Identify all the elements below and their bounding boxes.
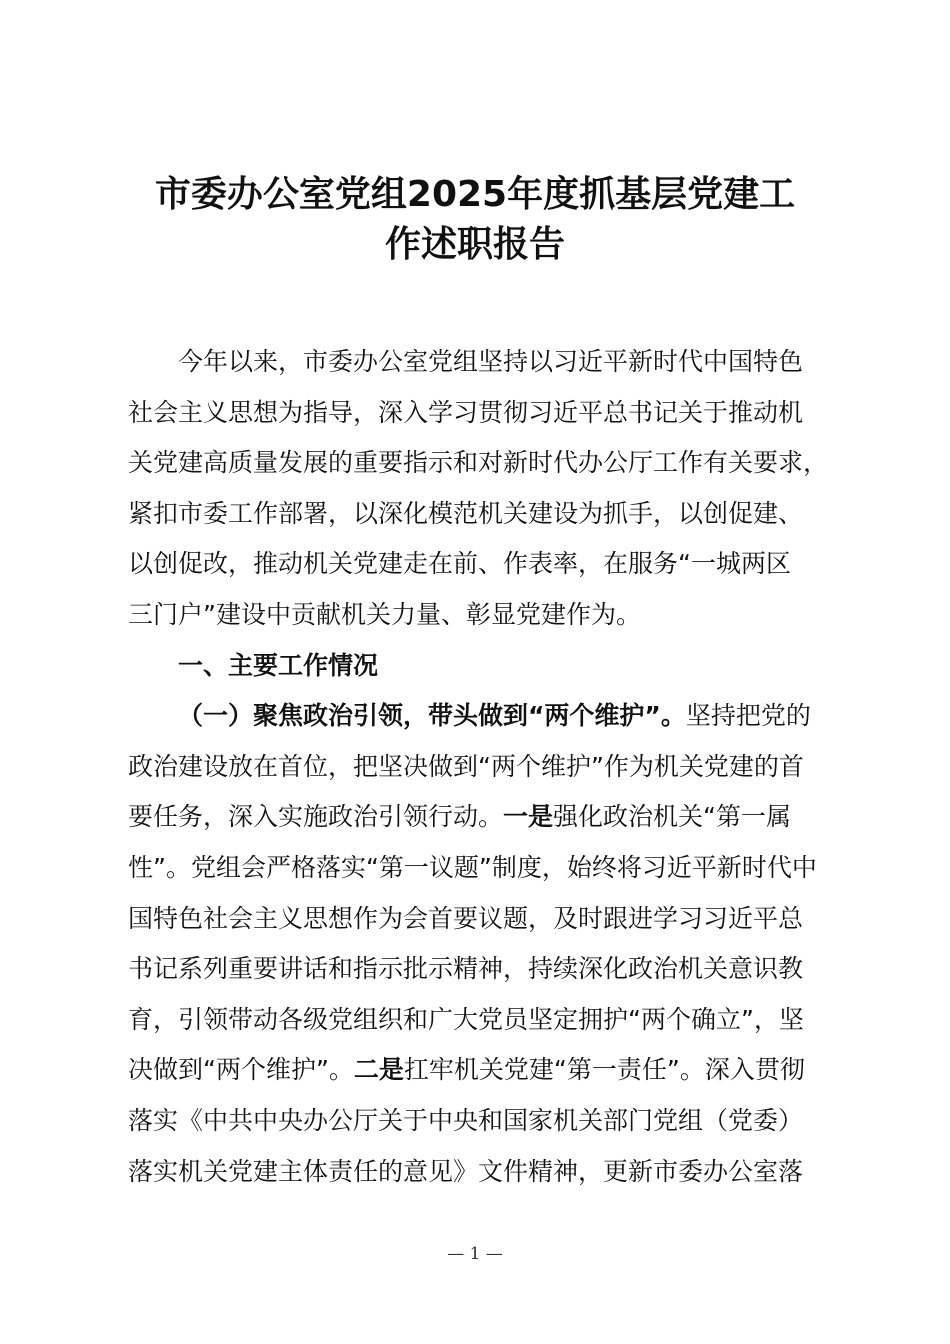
document-title bbox=[100, 170, 850, 270]
subsection-line bbox=[128, 691, 828, 742]
page-number: — 1 — bbox=[447, 1244, 503, 1264]
emphasis-label: 一是 bbox=[503, 802, 554, 832]
body-line: 落实《中共中央办公厅关于中央和国家机关部门党组（党委） bbox=[128, 1105, 804, 1135]
intro-line: 三门户”建设中贡献机关力量、彰显党建作为。 bbox=[128, 599, 641, 629]
title-line-2: 作述职报告 bbox=[384, 224, 565, 265]
intro-line: 社会主义思想为指导，深入学习贯彻习近平总书记关于推动机 bbox=[128, 397, 804, 427]
body-text-fragment: 坚持把党的 bbox=[685, 701, 811, 731]
body-text-fragment: 扛牢机关党建“第一责任”。深入贯彻 bbox=[403, 1055, 805, 1085]
body-text-fragment: 要任务，深入实施政治引领行动。 bbox=[128, 802, 504, 832]
intro-line: 以创促改，推动机关党建走在前、作表率，在服务“一城两区 bbox=[128, 549, 791, 579]
body-line bbox=[128, 792, 828, 843]
body-line bbox=[128, 1045, 828, 1096]
body-line: 政治建设放在首位，把坚决做到“两个维护”作为机关党建的首 bbox=[128, 751, 804, 781]
body-line: 育，引领带动各级党组织和广大党员坚定拥护“两个确立”，坚 bbox=[128, 1004, 804, 1034]
emphasis-label: 二是 bbox=[353, 1055, 404, 1085]
subsection-heading: （一）聚焦政治引领，带头做到“两个维护”。 bbox=[178, 701, 686, 731]
body-line: 国特色社会主义思想作为会首要议题，及时跟进学习习近平总 bbox=[128, 903, 804, 933]
body-text-fragment: 决做到“两个维护”。 bbox=[128, 1055, 354, 1085]
section-heading: 一、主要工作情况 bbox=[178, 650, 379, 680]
title-line-1: 市委办公室党组2025年度抓基层党建工 bbox=[154, 174, 796, 215]
body-line: 性”。党组会严格落实“第一议题”制度，始终将习近平新时代中 bbox=[128, 852, 817, 882]
document-body bbox=[128, 337, 828, 1197]
intro-line: 今年以来，市委办公室党组坚持以习近平新时代中国特色 bbox=[178, 347, 804, 376]
body-line: 书记系列重要讲话和指示批示精神，持续深化政治机关意识教 bbox=[128, 954, 804, 984]
intro-line: 关党建高质量发展的重要指示和对新时代办公厅工作有关要求， bbox=[128, 448, 829, 478]
body-text-fragment: 强化政治机关“第一属 bbox=[553, 802, 791, 832]
body-line: 落实机关党建主体责任的意见》文件精神，更新市委办公室落 bbox=[128, 1156, 804, 1186]
intro-line: 紧扣市委工作部署，以深化模范机关建设为抓手，以创促建、 bbox=[128, 498, 804, 528]
